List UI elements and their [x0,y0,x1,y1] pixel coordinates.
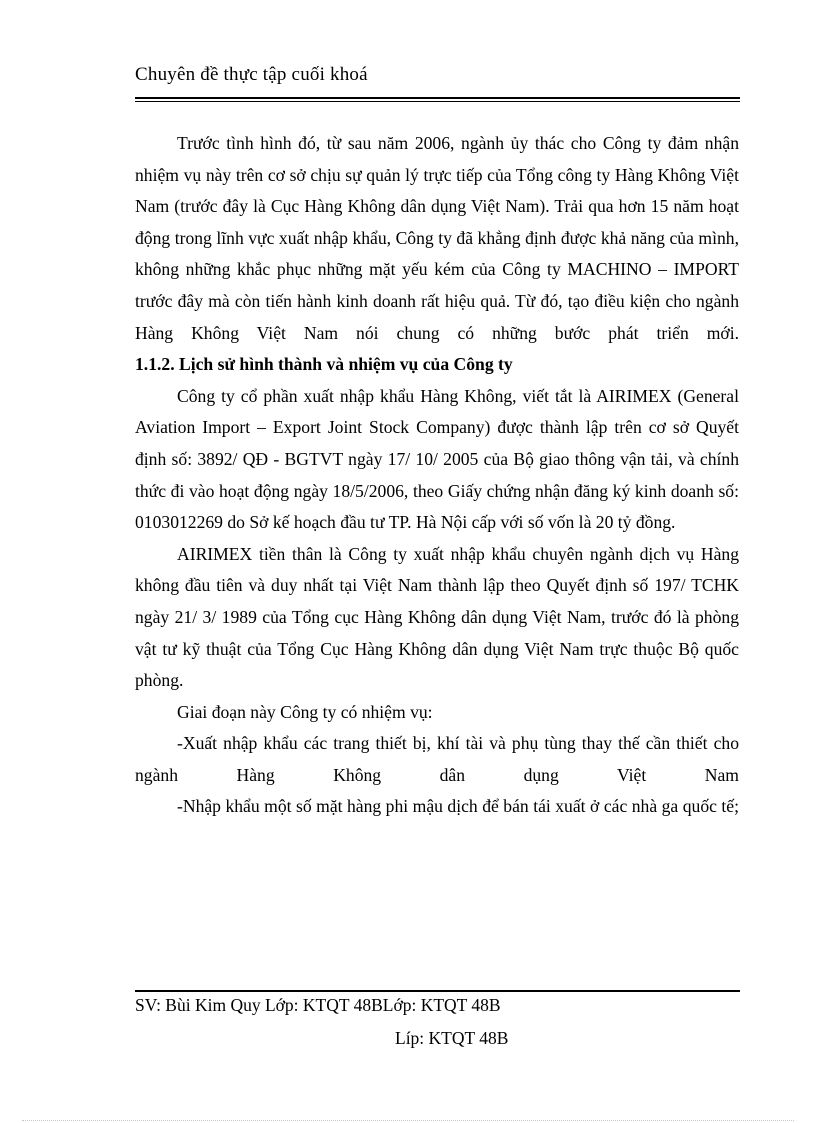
page-header-title: Chuyên đề thực tập cuối khoá [135,64,368,85]
header-rule [135,97,740,102]
document-body [135,128,739,823]
footer-student-info: SV: Bùi Kim Quy Lớp: KTQT 48BLớp: KTQT 48B [135,995,501,1015]
page-edge-divider [22,1120,794,1121]
section-heading: 1.1.2. Lịch sử hình thành và nhiệm vụ của Công ty [135,354,513,375]
paragraph-4: Giai đoạn này Công ty có nhiệm vụ: [177,701,433,722]
footer-class-info: Líp: KTQT 48B [395,1028,509,1048]
paragraph-5: -Xuất nhập khẩu các trang thiết bị, khí tài và phụ tùng thay thế cần thiết cho ngành Hàng Không dân dụng Việt Nam [135,733,739,785]
paragraph-1: Trước tình hình đó, từ sau năm 2006, ngành ủy thác cho Công ty đảm nhận nhiệm vụ này trên cơ sở chịu sự quản lý trực tiếp của Tổng công ty Hàng Không Việt Nam (trước đây là Cục Hàng Không dân dụng Việt Nam). Trải qua hơn 15 năm hoạt động trong lĩnh vực xuất nhập khẩu, Công ty đã khẳng định được khả năng của mình, không những khắc phục những mặt yếu kém của Công ty MACHINO – IMPORT trước đây mà còn tiến hành kinh doanh rất hiệu quả. Từ đó, tạo điều kiện cho ngành Hàng Không Việt Nam nói chung có những bước phát triển mới. [135,133,739,343]
paragraph-3: AIRIMEX tiền thân là Công ty xuất nhập khẩu chuyên ngành dịch vụ Hàng không đầu tiên và duy nhất tại Việt Nam thành lập theo Quyết định số 197/ TCHK ngày 21/ 3/ 1989 của Tổng cục Hàng Không dân dụng Việt Nam, trước đó là phòng vật tư kỹ thuật của Tổng Cục Hàng Không dân dụng Việt Nam trực thuộc Bộ quốc phòng. [135,543,739,691]
paragraph-2: Công ty cổ phần xuất nhập khẩu Hàng Không, viết tắt là AIRIMEX (General Aviation Import – Export Joint Stock Company) được thành lập trên cơ sở Quyết định số: 3892/ QĐ - BGTVT ngày 17/ 10/ 2005 của Bộ giao thông vận tải, và chính thức đi vào hoạt động ngày 18/5/2006, theo Giấy chứng nhận đăng ký kinh doanh số: 0103012269 do Sở kế hoạch đầu tư TP. Hà Nội cấp với số vốn là 20 tỷ đồng. [135,385,739,533]
paragraph-6: -Nhập khẩu một số mặt hàng phi mậu dịch để bán tái xuất ở các nhà ga quốc tế; [177,796,739,817]
footer-rule [135,990,740,992]
